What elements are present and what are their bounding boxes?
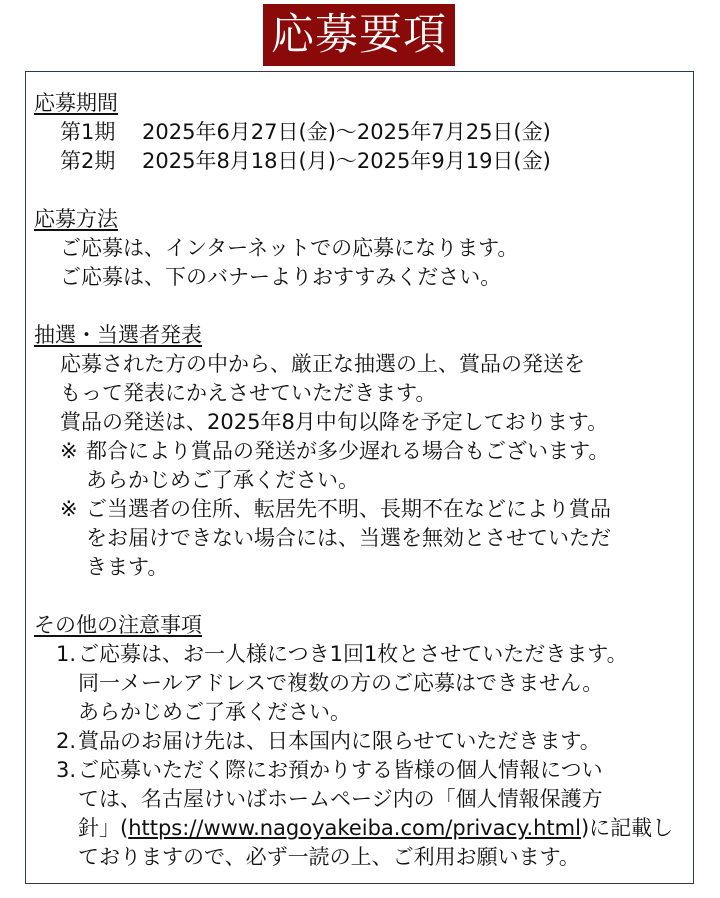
lottery-line: 応募された方の中から、厳正な抽選の上、賞品の発送を — [60, 352, 585, 376]
lottery-line: 賞品の発送は、2025年8月中旬以降を予定しております。 — [60, 410, 609, 434]
item-line: あらかじめご了承ください。 — [78, 700, 351, 724]
item-line: ては、名古屋けいばホームページ内の「個人情報保護方 — [78, 787, 603, 811]
lottery-line: もって発表にかえさせていただきます。 — [60, 381, 437, 405]
other-heading: その他の注意事項 — [34, 613, 202, 637]
note-mark: ※ — [60, 439, 78, 463]
notice-item — [34, 727, 694, 756]
link-suffix: )に記載し — [580, 816, 674, 840]
period-dates: 2025年6月27日(金)〜2025年7月25日(金) — [142, 120, 551, 144]
item-line: ておりますので、必ず一読の上、ご利用お願います。 — [78, 845, 580, 869]
lottery-note — [34, 437, 694, 495]
link-prefix: 針」( — [78, 816, 129, 840]
item-line — [78, 814, 673, 843]
page-title: 応募要項 — [263, 4, 455, 66]
note-line: ご当選者の住所、転居先不明、長期不在などにより賞品 — [86, 497, 611, 521]
period-row-1 — [34, 118, 694, 147]
note-mark: ※ — [60, 497, 78, 521]
item-line: 賞品のお届け先は、日本国内に限らせていただきます。 — [78, 729, 601, 753]
notice-item — [34, 756, 694, 872]
notice-item — [34, 640, 694, 727]
note-line: あらかじめご了承ください。 — [86, 468, 359, 492]
lottery-heading: 抽選・当選者発表 — [34, 323, 202, 347]
item-number: 3. — [56, 758, 77, 782]
period-row-2 — [34, 147, 694, 176]
method-heading: 応募方法 — [34, 207, 118, 231]
item-line: ご応募いただく際にお預かりする皆様の個人情報につい — [78, 758, 603, 782]
period-heading: 応募期間 — [34, 91, 118, 115]
note-line: きます。 — [86, 555, 169, 579]
application-details — [34, 89, 694, 872]
note-line: 都合により賞品の発送が多少遅れる場合もございます。 — [86, 439, 610, 463]
item-line: ご応募は、お一人様につき1回1枚とさせていただきます。 — [78, 642, 628, 666]
method-line: ご応募は、インターネットでの応募になります。 — [60, 236, 519, 260]
item-line: 同一メールアドレスで複数の方のご応募はできません。 — [78, 671, 604, 695]
period-term: 第2期 — [60, 149, 116, 173]
period-term: 第1期 — [60, 120, 116, 144]
item-number: 1. — [56, 642, 77, 666]
lottery-note — [34, 495, 694, 582]
privacy-policy-link[interactable]: https://www.nagoyakeiba.com/privacy.html — [128, 816, 581, 840]
period-dates: 2025年8月18日(月)〜2025年9月19日(金) — [142, 149, 551, 173]
note-line: をお届けできない場合には、当選を無効とさせていただ — [86, 526, 611, 550]
method-line: ご応募は、下のバナーよりおすすみください。 — [60, 265, 502, 289]
item-number: 2. — [56, 729, 77, 753]
